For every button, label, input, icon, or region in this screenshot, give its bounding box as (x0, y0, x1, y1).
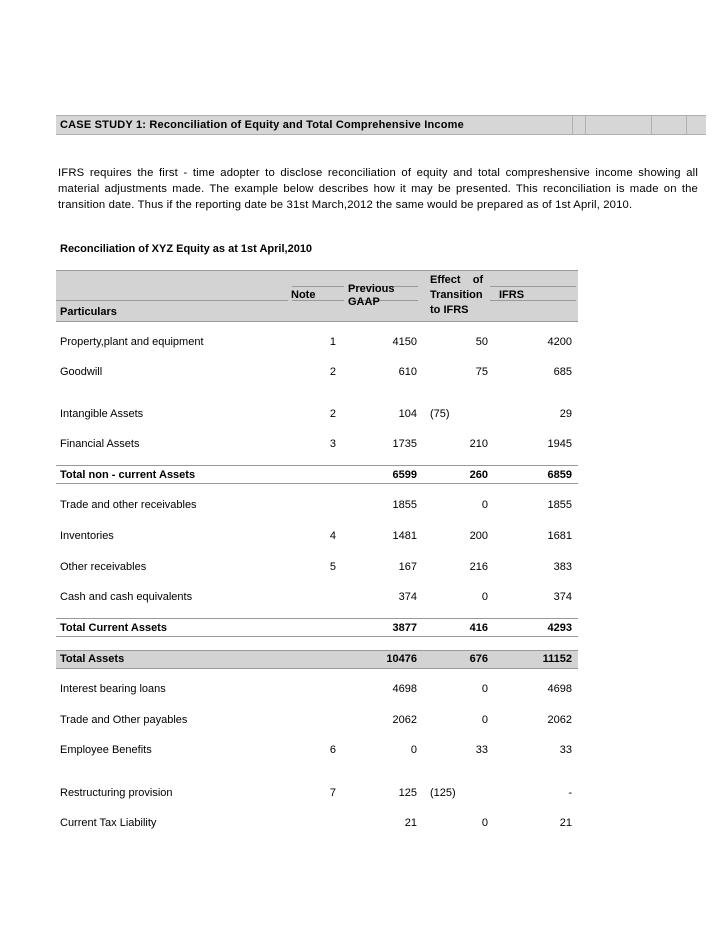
row-effect: 75 (475, 366, 488, 378)
row-particular: Current Tax Liability (60, 817, 157, 829)
row-ifrs: - (568, 787, 572, 799)
row-effect: 260 (469, 469, 488, 481)
row-previous-gaap: 125 (398, 787, 417, 799)
header-rule (56, 300, 288, 301)
row-ifrs: 4293 (547, 622, 572, 634)
col-header-ifrs: IFRS (499, 289, 525, 301)
row-effect: (125) (430, 787, 456, 799)
row-note: 2 (329, 366, 336, 378)
row-particular: Other receivables (60, 561, 147, 573)
row-ifrs: 33 (559, 744, 572, 756)
row-effect: 416 (469, 622, 488, 634)
row-effect: 200 (469, 530, 488, 542)
row-previous-gaap: 4698 (392, 683, 417, 695)
row-previous-gaap: 21 (404, 817, 417, 829)
row-particular: Total non - current Assets (60, 469, 196, 481)
row-particular: Trade and other receivables (60, 499, 197, 511)
total-row-rule (56, 483, 578, 484)
row-previous-gaap: 2062 (392, 714, 417, 726)
row-ifrs: 4200 (547, 336, 572, 348)
header-rule (490, 286, 576, 287)
row-ifrs: 29 (559, 408, 572, 420)
case-study-title: CASE STUDY 1: Reconciliation of Equity and Total Comprehensive Income (60, 119, 464, 131)
row-effect: (75) (430, 408, 450, 420)
col-header-previous-gaap-line2: GAAP (348, 296, 380, 308)
total-row-rule (56, 618, 578, 619)
col-header-particulars: Particulars (60, 306, 117, 318)
row-ifrs: 685 (553, 366, 572, 378)
row-particular: Total Assets (60, 653, 125, 665)
header-divider (572, 116, 573, 134)
intro-paragraph: IFRS requires the first - time adopter to disclose reconciliation of equity and total compreshensive income showing all material adjustments made. The example below describes how it may be presented. This reconciliation is made on the transition date. Thus if the reporting date be 31st March,2012 the same would be prepared as of 1st April, 2010. (58, 167, 698, 211)
col-header-effect-line2: Transition (430, 289, 483, 301)
row-note: 2 (329, 408, 336, 420)
row-effect: 0 (481, 714, 488, 726)
header-divider (651, 116, 652, 134)
col-header-effect-line3: to IFRS (430, 304, 469, 316)
row-ifrs: 374 (553, 591, 572, 603)
row-effect: 0 (481, 683, 488, 695)
row-previous-gaap: 10476 (386, 653, 417, 665)
row-ifrs: 21 (559, 817, 572, 829)
row-effect: 0 (481, 817, 488, 829)
row-effect: 676 (469, 653, 488, 665)
row-ifrs: 11152 (542, 653, 572, 665)
row-particular: Financial Assets (60, 438, 140, 450)
header-divider (686, 116, 687, 134)
row-note: 4 (329, 530, 336, 542)
row-previous-gaap: 1735 (392, 438, 417, 450)
row-ifrs: 6859 (547, 469, 572, 481)
row-previous-gaap: 610 (398, 366, 417, 378)
row-particular: Restructuring provision (60, 787, 173, 799)
row-particular: Employee Benefits (60, 744, 152, 756)
row-effect: 210 (469, 438, 488, 450)
row-note: 5 (329, 561, 336, 573)
row-ifrs: 383 (553, 561, 572, 573)
row-particular: Property,plant and equipment (60, 336, 204, 348)
row-previous-gaap: 3877 (392, 622, 417, 634)
row-particular: Intangible Assets (60, 408, 144, 420)
col-header-previous-gaap-line1: Previous (348, 283, 395, 295)
total-row-rule (56, 636, 578, 637)
row-particular: Cash and cash equivalents (60, 591, 193, 603)
row-ifrs: 1945 (547, 438, 572, 450)
table-header (56, 270, 578, 322)
row-particular: Goodwill (60, 366, 103, 378)
row-ifrs: 4698 (547, 683, 572, 695)
row-note: 3 (329, 438, 336, 450)
row-previous-gaap: 374 (398, 591, 417, 603)
row-effect: 33 (475, 744, 488, 756)
row-previous-gaap: 1481 (392, 530, 417, 542)
row-effect: 0 (481, 591, 488, 603)
header-rule (292, 286, 344, 287)
row-ifrs: 1681 (547, 530, 572, 542)
row-previous-gaap: 104 (398, 408, 417, 420)
row-previous-gaap: 4150 (392, 336, 417, 348)
row-previous-gaap: 167 (398, 561, 417, 573)
row-particular: Inventories (60, 530, 114, 542)
row-particular: Trade and Other payables (60, 714, 188, 726)
row-note: 6 (329, 744, 336, 756)
row-effect: 0 (481, 499, 488, 511)
row-previous-gaap: 0 (410, 744, 417, 756)
reconciliation-title: Reconciliation of XYZ Equity as at 1st April,2010 (60, 243, 313, 255)
row-ifrs: 2062 (547, 714, 572, 726)
col-header-note: Note (291, 289, 316, 301)
header-divider (585, 116, 586, 134)
row-particular: Total Current Assets (60, 622, 167, 634)
row-note: 7 (329, 787, 336, 799)
row-effect: 50 (475, 336, 488, 348)
total-row-rule (56, 465, 578, 466)
row-previous-gaap: 1855 (392, 499, 417, 511)
col-header-effect-line1: Effect of (430, 274, 484, 286)
row-ifrs: 1855 (547, 499, 572, 511)
case-study-header (56, 115, 706, 135)
row-note: 1 (329, 336, 336, 348)
row-effect: 216 (469, 561, 488, 573)
row-previous-gaap: 6599 (392, 469, 417, 481)
row-particular: Interest bearing loans (60, 683, 166, 695)
